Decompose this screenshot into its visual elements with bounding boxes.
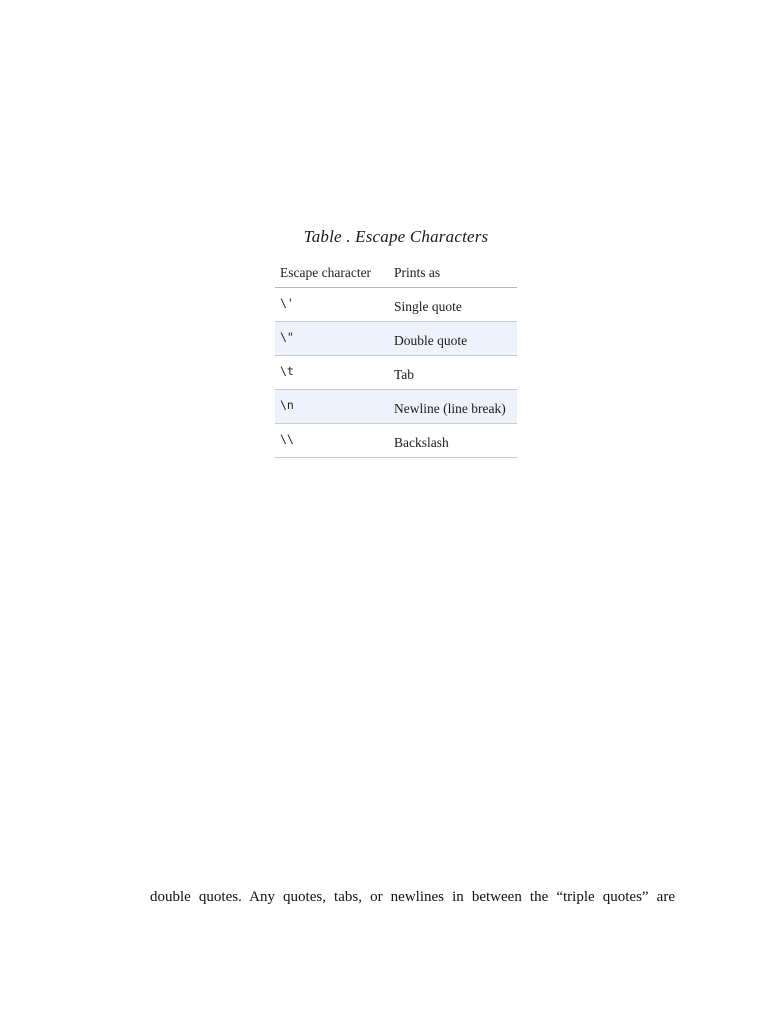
prints-as-value: Backslash <box>394 434 449 450</box>
escape-code: \" <box>280 330 294 344</box>
body-paragraph-line: double quotes. Any quotes, tabs, or newlines in between the “triple quotes” are <box>150 889 675 905</box>
prints-as-value: Double quote <box>394 332 468 348</box>
escape-code: \\ <box>280 432 294 446</box>
escape-code: \t <box>280 364 294 378</box>
prints-as-value: Newline (line break) <box>394 400 506 416</box>
table-row <box>275 390 517 424</box>
escape-code: \n <box>280 398 294 412</box>
table-row <box>275 424 517 458</box>
prints-as-value: Single quote <box>394 298 462 314</box>
table-caption: Table . Escape Characters <box>303 227 489 246</box>
table-row <box>275 322 517 356</box>
header-prints-as: Prints as <box>394 264 441 280</box>
escape-code: \' <box>280 296 294 310</box>
table-row <box>275 288 517 322</box>
table-header-row <box>275 258 517 288</box>
escape-characters-table <box>275 258 517 458</box>
header-escape-character: Escape character <box>280 264 372 280</box>
prints-as-value: Tab <box>394 366 415 382</box>
table-row <box>275 356 517 390</box>
